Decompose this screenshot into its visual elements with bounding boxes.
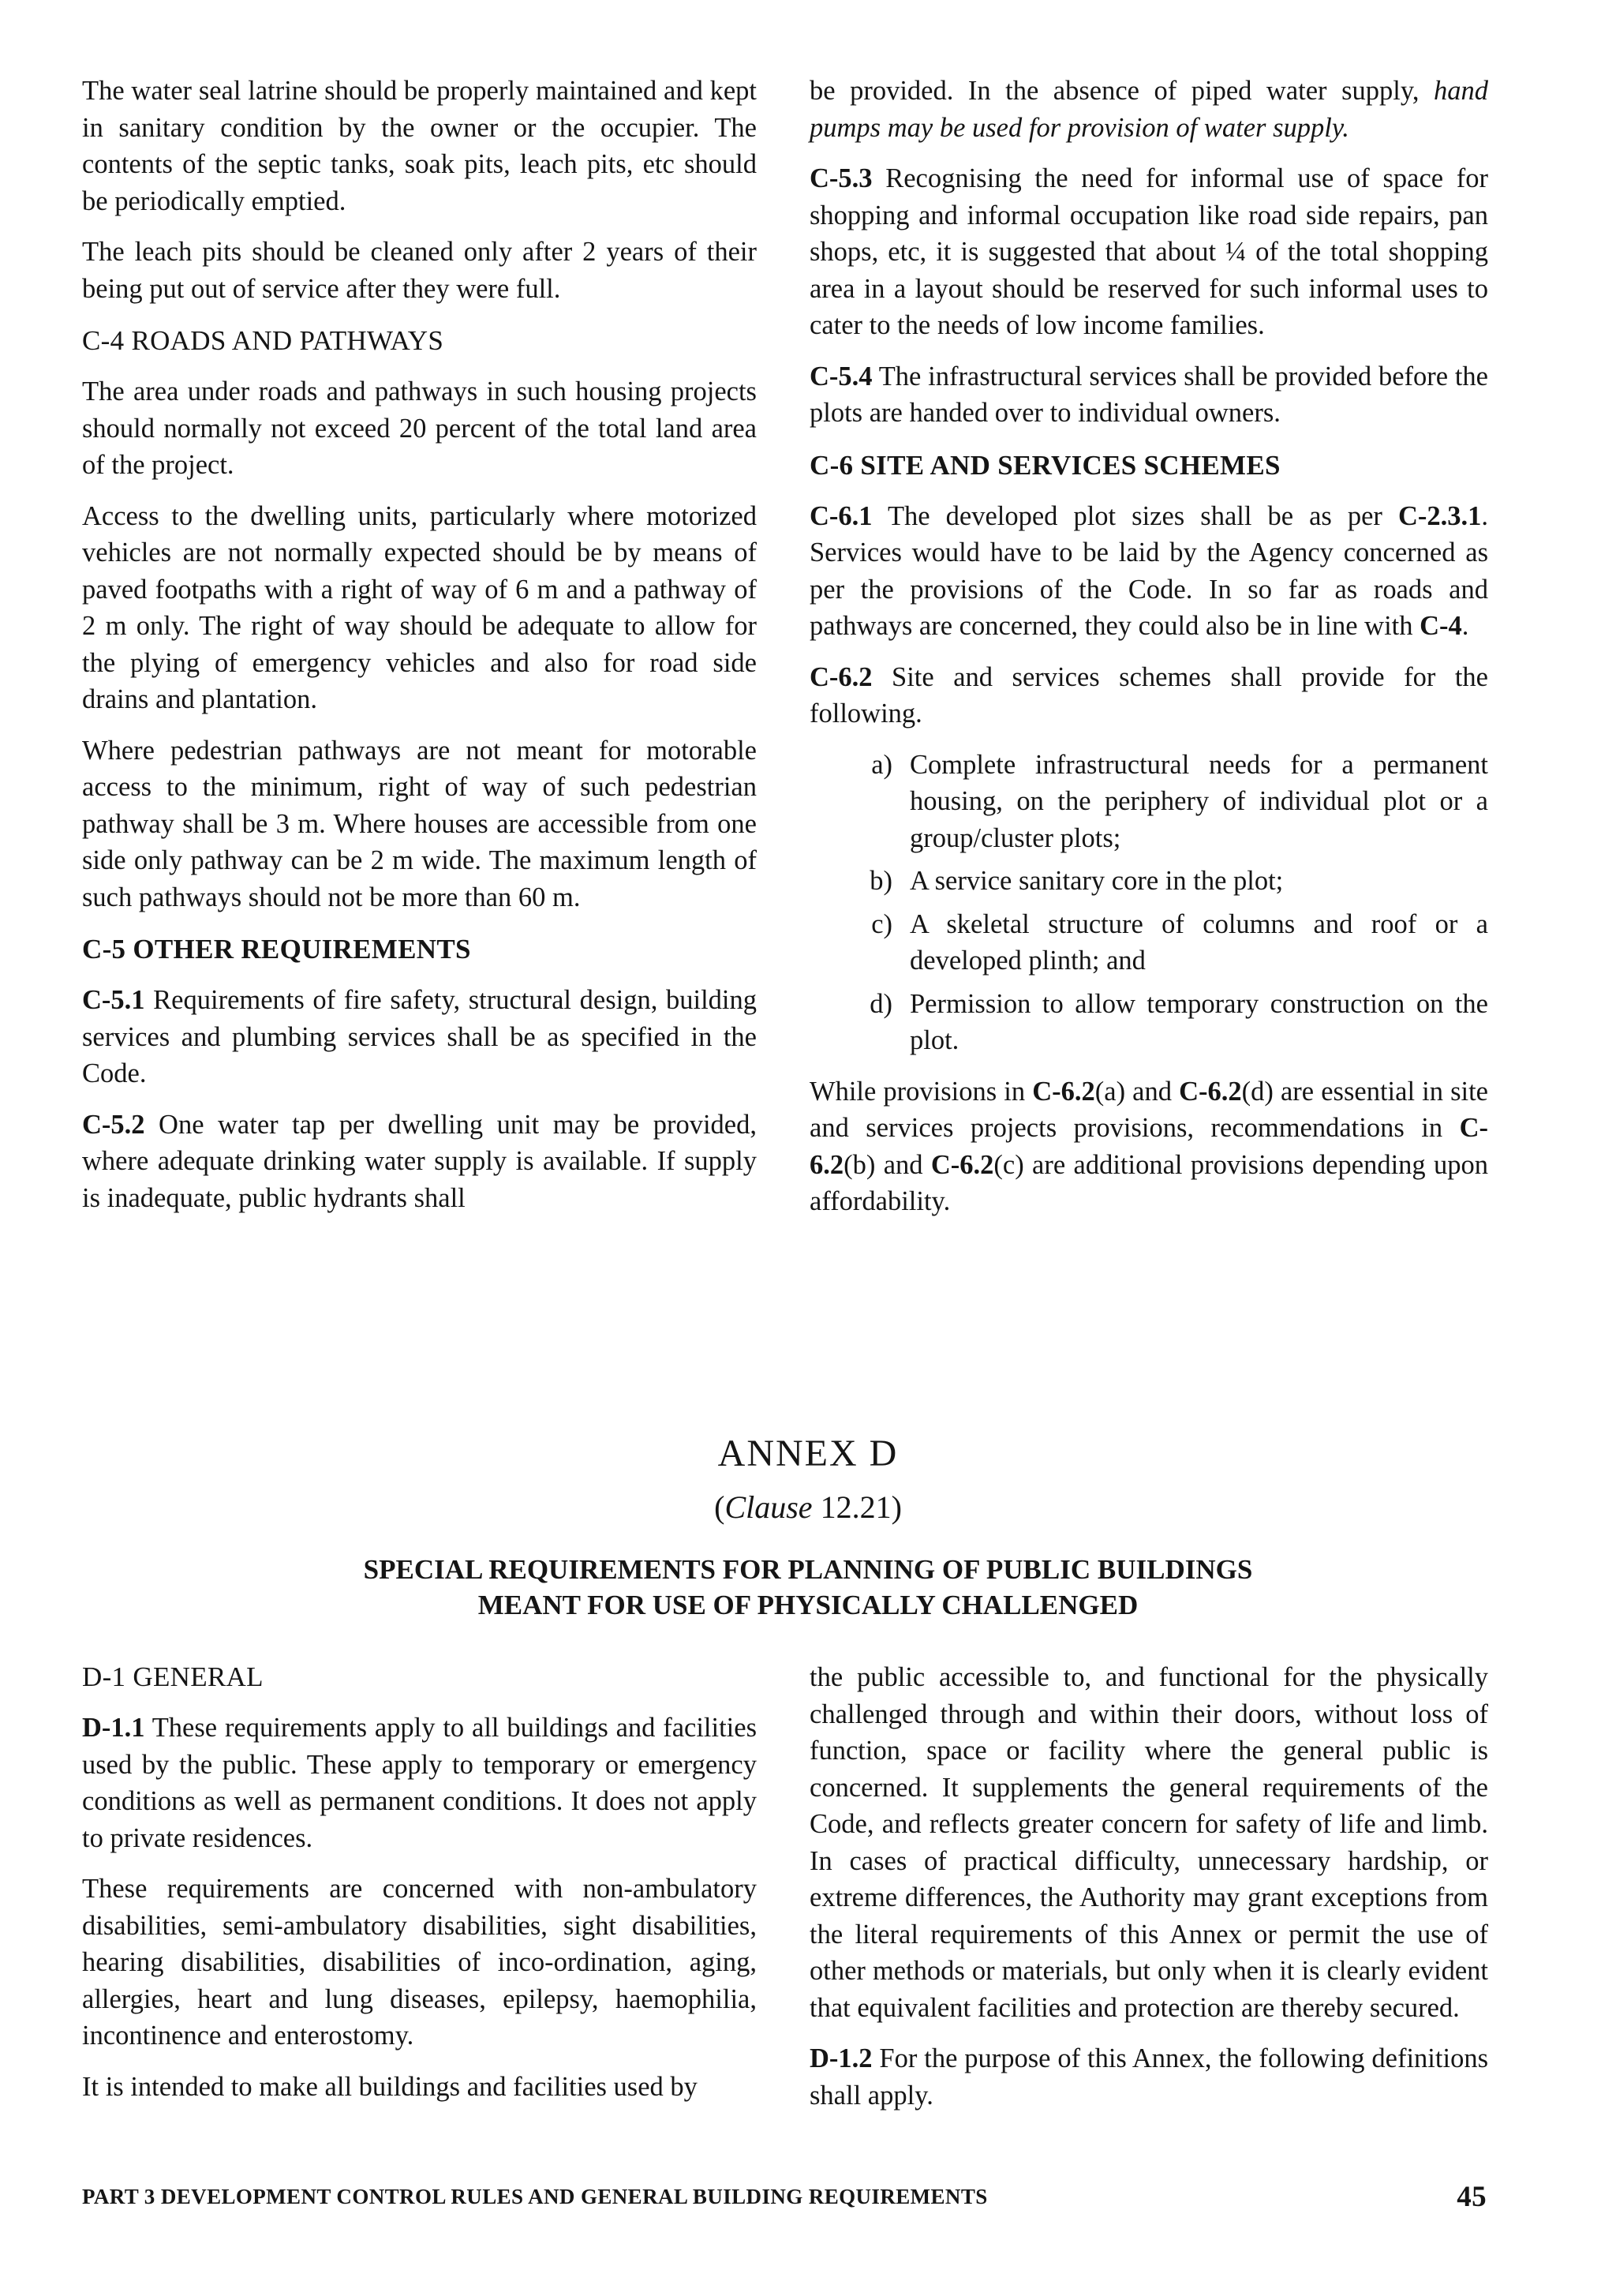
provisions-list	[810, 747, 1488, 1059]
list-text: Complete infrastructural needs for a permanent housing, on the periphery of individual plot or a group/cluster plots;	[910, 749, 1488, 853]
clause-text: Recognising the need for informal use of space for shopping and informal occupation like road side repairs, pan shops, etc, it is suggested that about ¼ of the total shopping area in a layout should be reserved for such informal uses to cater to the needs of low income families.	[810, 163, 1488, 340]
annex-title: ANNEX D	[717, 1433, 899, 1474]
clause-reference: C-2.3.1	[1397, 500, 1482, 531]
list-item	[810, 906, 1488, 979]
text-run: (d) are essential in site and services projects provisions, recommendations in	[810, 1076, 1488, 1143]
clause-reference: C-6.2	[1032, 1076, 1095, 1107]
heading-d1-general: D-1 GENERAL	[82, 1661, 264, 1692]
footer-title: PART 3 DEVELOPMENT CONTROL RULES AND GENERAL BUILDING REQUIREMENTS	[82, 2185, 988, 2208]
clause-text: The developed plot sizes shall be as per	[872, 500, 1398, 531]
clause-label: D-1.2	[810, 2043, 873, 2073]
text-run: (a) and	[1094, 1076, 1180, 1107]
paragraph-disabilities: These requirements are concerned with non-ambulatory disabilities, semi-ambulatory disabilities, sight disabilities, hearing disabilities, disabilities of inco-ordination, aging, allergies, heart and lung diseases, epilepsy, haemophilia, incontinence and enterostomy.	[82, 1874, 757, 2051]
clause-text: These requirements apply to all buildings and facilities used by the public. These apply to temporary or emergency conditions as well as permanent conditions. It does not apply to private residences.	[82, 1713, 757, 1853]
bottom-right-column	[810, 1659, 1488, 2128]
paragraph-access-dwelling: Access to the dwelling units, particularly where motorized vehicles are not normally expected should be by means of paved footpaths with a right of way of 6 m and a pathway of 2 m only. The right of way should be adequate to allow for the plying of emergency vehicles and also for road side drains and plantation.	[82, 500, 757, 714]
clause-text: One water tap per dwelling unit may be provided, where adequate drinking water supply is available. If supply is inadequate, public hydrants shall	[82, 1109, 757, 1213]
clause-c5-1	[82, 982, 757, 1092]
clause-text: Requirements of fire safety, structural design, building services and plumbing services shall be as specified in the Code.	[82, 985, 757, 1088]
list-text: Permission to allow temporary construction on the plot.	[910, 988, 1488, 1055]
text-run: (b) and	[844, 1149, 931, 1180]
text-run: While provisions in	[810, 1076, 1033, 1107]
clause-label: C-5.3	[810, 163, 873, 193]
annex-subtitle-line: MEANT FOR USE OF PHYSICALLY CHALLENGED	[477, 1590, 1139, 1620]
bottom-left-column	[82, 1659, 757, 2119]
top-right-column	[810, 73, 1488, 1234]
list-marker: d)	[870, 988, 892, 1019]
clause-label: D-1.1	[82, 1713, 145, 1743]
clause-reference: C-6.2	[810, 1113, 1488, 1180]
list-marker: a)	[871, 749, 892, 780]
clause-reference: C-4	[1420, 611, 1462, 641]
clause-c6-2	[810, 659, 1488, 732]
paragraph-accessibility: the public accessible to, and functional for the physically challenged through and within their doors, without loss of function, space or facility where the general public is concerned. It supplements the general requirements of the Code, and reflects greater concern for safety of life and limb. In cases of practical difficulty, unnecessary hardship, or extreme differences, the Authority may grant exceptions from the literal requirements of this Annex or permit the use of other methods or materials, but only when it is clearly evident that equivalent facilities and protection are thereby secured.	[810, 1662, 1488, 2023]
clause-label: C-5.4	[810, 361, 873, 391]
annex-subtitle-line: SPECIAL REQUIREMENTS FOR PLANNING OF PUBLIC BUILDINGS	[363, 1554, 1253, 1585]
clause-d1-1	[82, 1710, 757, 1856]
clause-c5-3	[810, 160, 1488, 344]
clause-c5-2	[82, 1107, 757, 1217]
paragraph-road-area: The area under roads and pathways in such housing projects should normally not exceed 20 percent of the total land area of the project.	[82, 376, 757, 480]
clause-word: Clause	[724, 1489, 813, 1525]
clause-text: .	[1461, 611, 1469, 641]
clause-c5-4	[810, 358, 1488, 432]
page-footer	[82, 2181, 1487, 2213]
clause-label: C-5.1	[82, 985, 145, 1015]
list-text: A service sanitary core in the plot;	[910, 866, 1284, 896]
clause-d1-2	[810, 2040, 1488, 2114]
italic-text-run: hand pumps may be used for provision of water supply.	[810, 76, 1488, 143]
top-left-column	[82, 73, 757, 1230]
annex-subtitle	[0, 1552, 1616, 1623]
text-run: be provided. In the absence of piped water supply,	[810, 76, 1434, 106]
paragraph-leach-pits: The leach pits should be cleaned only after 2 years of their being put out of service after they were full.	[82, 237, 757, 304]
heading-c6-site-services: C-6 SITE AND SERVICES SCHEMES	[810, 449, 1281, 481]
clause-reference: C-6.2	[1179, 1076, 1242, 1107]
paragraph-latrine-maintenance: The water seal latrine should be properly maintained and kept in sanitary condition by the owner or the occupier. The contents of the septic tanks, soak pits, leach pits, etc should be periodically emptied.	[82, 76, 757, 216]
clause-text: Site and services schemes shall provide for the following.	[810, 661, 1488, 729]
text-run: (c) are additional provisions depending upon affordability.	[810, 1149, 1489, 1216]
list-item	[810, 863, 1488, 900]
list-item	[810, 747, 1488, 857]
clause-c6-1	[810, 498, 1488, 645]
heading-c5-other-requirements: C-5 OTHER REQUIREMENTS	[82, 934, 471, 964]
list-text: A skeletal structure of columns and roof or a developed plinth; and	[910, 908, 1488, 976]
annex-clause-reference: (Clause 12.21)	[714, 1489, 902, 1525]
page-number: 45	[1457, 2181, 1487, 2213]
list-item	[810, 986, 1488, 1059]
clause-text: For the purpose of this Annex, the following definitions shall apply.	[810, 2043, 1488, 2111]
clause-number: 12.21)	[812, 1489, 902, 1525]
heading-c4-roads-pathways: C-4 ROADS AND PATHWAYS	[82, 325, 444, 356]
paragraph-provisions-summary	[810, 1073, 1488, 1220]
clause-text: The infrastructural services shall be provided before the plots are handed over to individual owners.	[810, 361, 1488, 428]
clause-label: C-6.1	[810, 500, 873, 531]
paragraph-intent: It is intended to make all buildings and facilities used by	[82, 2071, 698, 2102]
paragraph-pedestrian-pathways: Where pedestrian pathways are not meant for motorable access to the minimum, right of way of such pedestrian pathway shall be 3 m. Where houses are accessible from one side only pathway can be 2 m wide. The maximum length of such pathways should not be more than 60 m.	[82, 735, 757, 912]
clause-label: C-6.2	[810, 661, 873, 692]
clause-reference: C-6.2	[930, 1149, 994, 1180]
paragraph-water-supply-continued	[810, 73, 1488, 146]
list-marker: c)	[871, 908, 892, 939]
clause-label: C-5.2	[82, 1109, 145, 1140]
clause-text: . Services would have to be laid by the Agency concerned as per the provisions of the Code. In so far as roads and pathways are concerned, they could also be in line with	[810, 500, 1488, 641]
list-marker: b)	[870, 866, 892, 896]
